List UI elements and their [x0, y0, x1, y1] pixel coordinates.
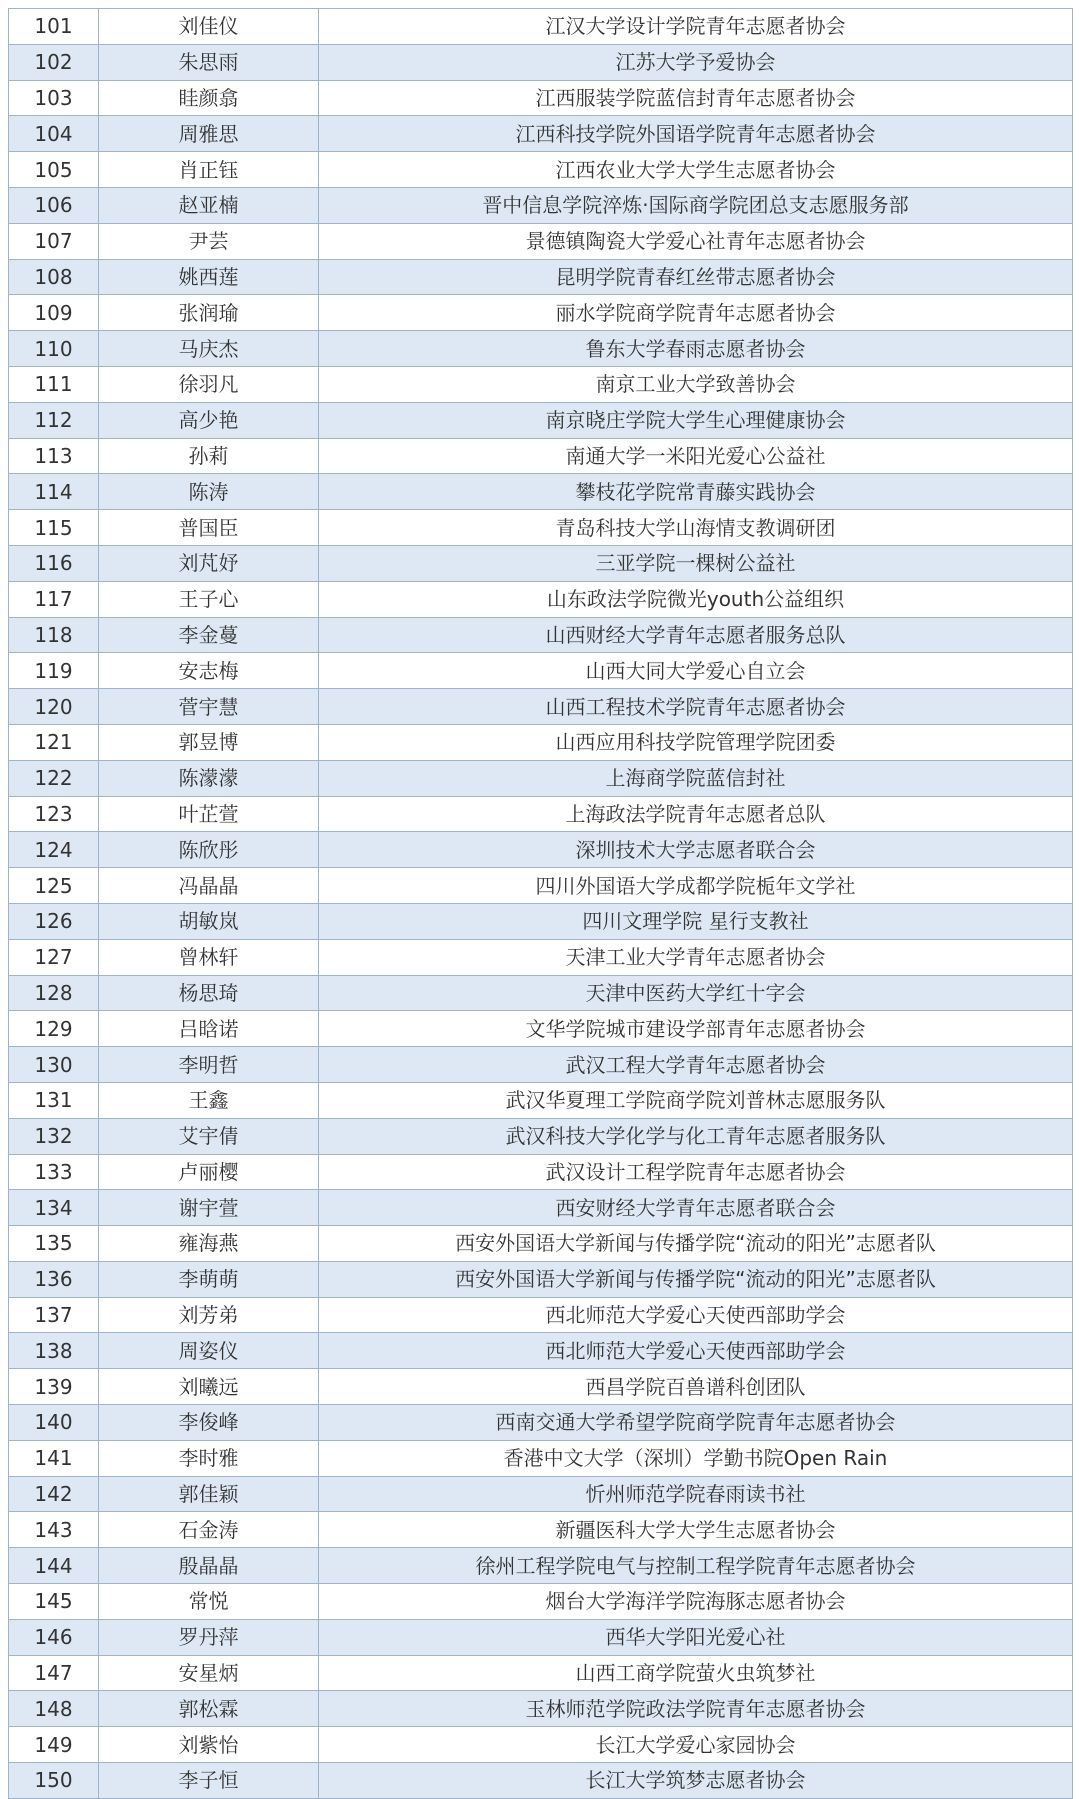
table-row — [9, 44, 1073, 80]
table-row — [9, 939, 1073, 975]
table-row — [9, 1476, 1073, 1512]
table-row — [9, 1727, 1073, 1763]
number-cell: 149 — [9, 1727, 99, 1763]
number-cell: 142 — [9, 1476, 99, 1512]
name-cell: 马庆杰 — [99, 331, 319, 367]
number-cell: 118 — [9, 617, 99, 653]
name-cell: 曾林轩 — [99, 939, 319, 975]
table-row — [9, 1655, 1073, 1691]
organization-cell: 武汉工程大学青年志愿者协会 — [319, 1047, 1073, 1083]
name-cell: 胡敏岚 — [99, 903, 319, 939]
number-cell: 115 — [9, 510, 99, 546]
organization-cell: 长江大学筑梦志愿者协会 — [319, 1763, 1073, 1799]
table-row — [9, 653, 1073, 689]
organization-cell: 西南交通大学希望学院商学院青年志愿者协会 — [319, 1405, 1073, 1441]
table-row — [9, 402, 1073, 438]
name-cell: 姚西莲 — [99, 259, 319, 295]
organization-cell: 攀枝花学院常青藤实践协会 — [319, 474, 1073, 510]
organization-cell: 南京晓庄学院大学生心理健康协会 — [319, 402, 1073, 438]
organization-cell: 烟台大学海洋学院海豚志愿者协会 — [319, 1584, 1073, 1620]
organization-cell: 长江大学爱心家园协会 — [319, 1727, 1073, 1763]
name-cell: 尹芸 — [99, 223, 319, 259]
name-cell: 陈濛濛 — [99, 760, 319, 796]
organization-cell: 景德镇陶瓷大学爱心社青年志愿者协会 — [319, 223, 1073, 259]
table-row — [9, 366, 1073, 402]
organization-cell: 江汉大学设计学院青年志愿者协会 — [319, 9, 1073, 45]
organization-cell: 玉林师范学院政法学院青年志愿者协会 — [319, 1691, 1073, 1727]
name-cell: 菅宇慧 — [99, 689, 319, 725]
organization-cell: 西华大学阳光爱心社 — [319, 1619, 1073, 1655]
name-cell: 刘紫怡 — [99, 1727, 319, 1763]
organization-cell: 上海政法学院青年志愿者总队 — [319, 796, 1073, 832]
organization-cell: 山西工程技术学院青年志愿者协会 — [319, 689, 1073, 725]
number-cell: 126 — [9, 903, 99, 939]
number-cell: 132 — [9, 1118, 99, 1154]
table-row — [9, 510, 1073, 546]
number-cell: 104 — [9, 116, 99, 152]
name-cell: 艾宇倩 — [99, 1118, 319, 1154]
number-cell: 114 — [9, 474, 99, 510]
organization-cell: 西安外国语大学新闻与传播学院“流动的阳光”志愿者队 — [319, 1226, 1073, 1262]
name-cell: 肖正钰 — [99, 152, 319, 188]
number-cell: 139 — [9, 1369, 99, 1405]
number-cell: 111 — [9, 366, 99, 402]
number-cell: 150 — [9, 1763, 99, 1799]
number-cell: 119 — [9, 653, 99, 689]
name-cell: 雍海燕 — [99, 1226, 319, 1262]
number-cell: 135 — [9, 1226, 99, 1262]
table-row — [9, 975, 1073, 1011]
organization-cell: 新疆医科大学大学生志愿者协会 — [319, 1512, 1073, 1548]
organization-cell: 西昌学院百兽谱科创团队 — [319, 1369, 1073, 1405]
number-cell: 143 — [9, 1512, 99, 1548]
table-row — [9, 1154, 1073, 1190]
number-cell: 146 — [9, 1619, 99, 1655]
table-row — [9, 1082, 1073, 1118]
table-row — [9, 1333, 1073, 1369]
table-row — [9, 760, 1073, 796]
name-cell: 郭佳颖 — [99, 1476, 319, 1512]
number-cell: 108 — [9, 259, 99, 295]
name-cell: 杨思琦 — [99, 975, 319, 1011]
organization-cell: 南京工业大学致善协会 — [319, 366, 1073, 402]
table-row — [9, 1405, 1073, 1441]
organization-cell: 江西服装学院蓝信封青年志愿者协会 — [319, 80, 1073, 116]
name-cell: 李俊峰 — [99, 1405, 319, 1441]
table-row — [9, 152, 1073, 188]
table-row — [9, 187, 1073, 223]
table-row — [9, 1047, 1073, 1083]
name-cell: 李金蔓 — [99, 617, 319, 653]
organization-cell: 西北师范大学爱心天使西部助学会 — [319, 1333, 1073, 1369]
table-row — [9, 1369, 1073, 1405]
table-row — [9, 1548, 1073, 1584]
table-row — [9, 581, 1073, 617]
organization-cell: 深圳技术大学志愿者联合会 — [319, 832, 1073, 868]
organization-cell: 山西大同大学爱心自立会 — [319, 653, 1073, 689]
number-cell: 128 — [9, 975, 99, 1011]
number-cell: 103 — [9, 80, 99, 116]
name-cell: 眭颜翕 — [99, 80, 319, 116]
organization-cell: 四川文理学院 星行支教社 — [319, 903, 1073, 939]
number-cell: 136 — [9, 1261, 99, 1297]
table-row — [9, 1118, 1073, 1154]
table-row — [9, 617, 1073, 653]
number-cell: 112 — [9, 402, 99, 438]
table-row — [9, 1011, 1073, 1047]
organization-cell: 四川外国语大学成都学院栀年文学社 — [319, 868, 1073, 904]
table-row — [9, 868, 1073, 904]
table-row — [9, 223, 1073, 259]
organization-cell: 天津工业大学青年志愿者协会 — [319, 939, 1073, 975]
number-cell: 109 — [9, 295, 99, 331]
number-cell: 120 — [9, 689, 99, 725]
number-cell: 116 — [9, 545, 99, 581]
table-row — [9, 1584, 1073, 1620]
name-cell: 刘佳仪 — [99, 9, 319, 45]
number-cell: 121 — [9, 724, 99, 760]
name-cell: 叶芷萱 — [99, 796, 319, 832]
organization-cell: 三亚学院一棵树公益社 — [319, 545, 1073, 581]
name-cell: 李时雅 — [99, 1440, 319, 1476]
name-cell: 郭松霖 — [99, 1691, 319, 1727]
number-cell: 131 — [9, 1082, 99, 1118]
organization-cell: 山西工商学院萤火虫筑梦社 — [319, 1655, 1073, 1691]
name-cell: 刘芳弟 — [99, 1297, 319, 1333]
name-cell: 罗丹萍 — [99, 1619, 319, 1655]
organization-cell: 香港中文大学（深圳）学勤书院Open Rain — [319, 1440, 1073, 1476]
volunteer-list — [8, 8, 1072, 1799]
organization-cell: 山西应用科技学院管理学院团委 — [319, 724, 1073, 760]
number-cell: 140 — [9, 1405, 99, 1441]
organization-cell: 江西科技学院外国语学院青年志愿者协会 — [319, 116, 1073, 152]
number-cell: 148 — [9, 1691, 99, 1727]
table-row — [9, 474, 1073, 510]
name-cell: 徐羽凡 — [99, 366, 319, 402]
table-row — [9, 116, 1073, 152]
organization-cell: 南通大学一米阳光爱心公益社 — [319, 438, 1073, 474]
table-row — [9, 1619, 1073, 1655]
number-cell: 101 — [9, 9, 99, 45]
number-cell: 145 — [9, 1584, 99, 1620]
name-cell: 常悦 — [99, 1584, 319, 1620]
number-cell: 113 — [9, 438, 99, 474]
name-cell: 张润瑜 — [99, 295, 319, 331]
number-cell: 117 — [9, 581, 99, 617]
table-row — [9, 80, 1073, 116]
organization-cell: 江苏大学予爱协会 — [319, 44, 1073, 80]
organization-cell: 忻州师范学院春雨读书社 — [319, 1476, 1073, 1512]
name-cell: 安志梅 — [99, 653, 319, 689]
organization-cell: 西北师范大学爱心天使西部助学会 — [319, 1297, 1073, 1333]
name-cell: 李子恒 — [99, 1763, 319, 1799]
table-row — [9, 903, 1073, 939]
organization-cell: 山东政法学院微光youth公益组织 — [319, 581, 1073, 617]
number-cell: 127 — [9, 939, 99, 975]
name-cell: 李明哲 — [99, 1047, 319, 1083]
number-cell: 141 — [9, 1440, 99, 1476]
name-cell: 郭昱博 — [99, 724, 319, 760]
number-cell: 107 — [9, 223, 99, 259]
organization-cell: 上海商学院蓝信封社 — [319, 760, 1073, 796]
table-row — [9, 1190, 1073, 1226]
number-cell: 105 — [9, 152, 99, 188]
organization-cell: 武汉科技大学化学与化工青年志愿者服务队 — [319, 1118, 1073, 1154]
organization-cell: 武汉华夏理工学院商学院刘普林志愿服务队 — [319, 1082, 1073, 1118]
table-row — [9, 1691, 1073, 1727]
number-cell: 137 — [9, 1297, 99, 1333]
organization-cell: 丽水学院商学院青年志愿者协会 — [319, 295, 1073, 331]
number-cell: 147 — [9, 1655, 99, 1691]
table-row — [9, 1226, 1073, 1262]
table-row — [9, 438, 1073, 474]
number-cell: 110 — [9, 331, 99, 367]
table-row — [9, 295, 1073, 331]
table-row — [9, 331, 1073, 367]
number-cell: 130 — [9, 1047, 99, 1083]
table-row — [9, 1297, 1073, 1333]
organization-cell: 晋中信息学院淬炼·国际商学院团总支志愿服务部 — [319, 187, 1073, 223]
name-cell: 王鑫 — [99, 1082, 319, 1118]
organization-cell: 江西农业大学大学生志愿者协会 — [319, 152, 1073, 188]
number-cell: 133 — [9, 1154, 99, 1190]
name-cell: 朱思雨 — [99, 44, 319, 80]
volunteer-table-body — [9, 9, 1073, 1799]
organization-cell: 山西财经大学青年志愿者服务总队 — [319, 617, 1073, 653]
organization-cell: 西安外国语大学新闻与传播学院“流动的阳光”志愿者队 — [319, 1261, 1073, 1297]
number-cell: 102 — [9, 44, 99, 80]
name-cell: 陈欣彤 — [99, 832, 319, 868]
number-cell: 134 — [9, 1190, 99, 1226]
name-cell: 冯晶晶 — [99, 868, 319, 904]
number-cell: 125 — [9, 868, 99, 904]
name-cell: 孙莉 — [99, 438, 319, 474]
organization-cell: 西安财经大学青年志愿者联合会 — [319, 1190, 1073, 1226]
organization-cell: 昆明学院青春红丝带志愿者协会 — [319, 259, 1073, 295]
name-cell: 刘曦远 — [99, 1369, 319, 1405]
table-row — [9, 724, 1073, 760]
name-cell: 王子心 — [99, 581, 319, 617]
name-cell: 吕晗诺 — [99, 1011, 319, 1047]
number-cell: 129 — [9, 1011, 99, 1047]
table-row — [9, 259, 1073, 295]
organization-cell: 文华学院城市建设学部青年志愿者协会 — [319, 1011, 1073, 1047]
organization-cell: 天津中医药大学红十字会 — [319, 975, 1073, 1011]
name-cell: 安星炳 — [99, 1655, 319, 1691]
organization-cell: 徐州工程学院电气与控制工程学院青年志愿者协会 — [319, 1548, 1073, 1584]
name-cell: 普国臣 — [99, 510, 319, 546]
name-cell: 殷晶晶 — [99, 1548, 319, 1584]
table-row — [9, 1763, 1073, 1799]
table-row — [9, 545, 1073, 581]
number-cell: 123 — [9, 796, 99, 832]
organization-cell: 武汉设计工程学院青年志愿者协会 — [319, 1154, 1073, 1190]
number-cell: 124 — [9, 832, 99, 868]
name-cell: 周姿仪 — [99, 1333, 319, 1369]
name-cell: 周雅思 — [99, 116, 319, 152]
name-cell: 刘芃妤 — [99, 545, 319, 581]
number-cell: 144 — [9, 1548, 99, 1584]
number-cell: 106 — [9, 187, 99, 223]
name-cell: 石金涛 — [99, 1512, 319, 1548]
volunteer-table — [8, 8, 1073, 1799]
table-row — [9, 689, 1073, 725]
table-row — [9, 1512, 1073, 1548]
table-row — [9, 796, 1073, 832]
name-cell: 卢丽樱 — [99, 1154, 319, 1190]
organization-cell: 青岛科技大学山海情支教调研团 — [319, 510, 1073, 546]
name-cell: 李萌萌 — [99, 1261, 319, 1297]
name-cell: 谢宇萱 — [99, 1190, 319, 1226]
name-cell: 高少艳 — [99, 402, 319, 438]
name-cell: 赵亚楠 — [99, 187, 319, 223]
table-row — [9, 1261, 1073, 1297]
table-row — [9, 9, 1073, 45]
organization-cell: 鲁东大学春雨志愿者协会 — [319, 331, 1073, 367]
name-cell: 陈涛 — [99, 474, 319, 510]
table-row — [9, 832, 1073, 868]
table-row — [9, 1440, 1073, 1476]
number-cell: 122 — [9, 760, 99, 796]
number-cell: 138 — [9, 1333, 99, 1369]
